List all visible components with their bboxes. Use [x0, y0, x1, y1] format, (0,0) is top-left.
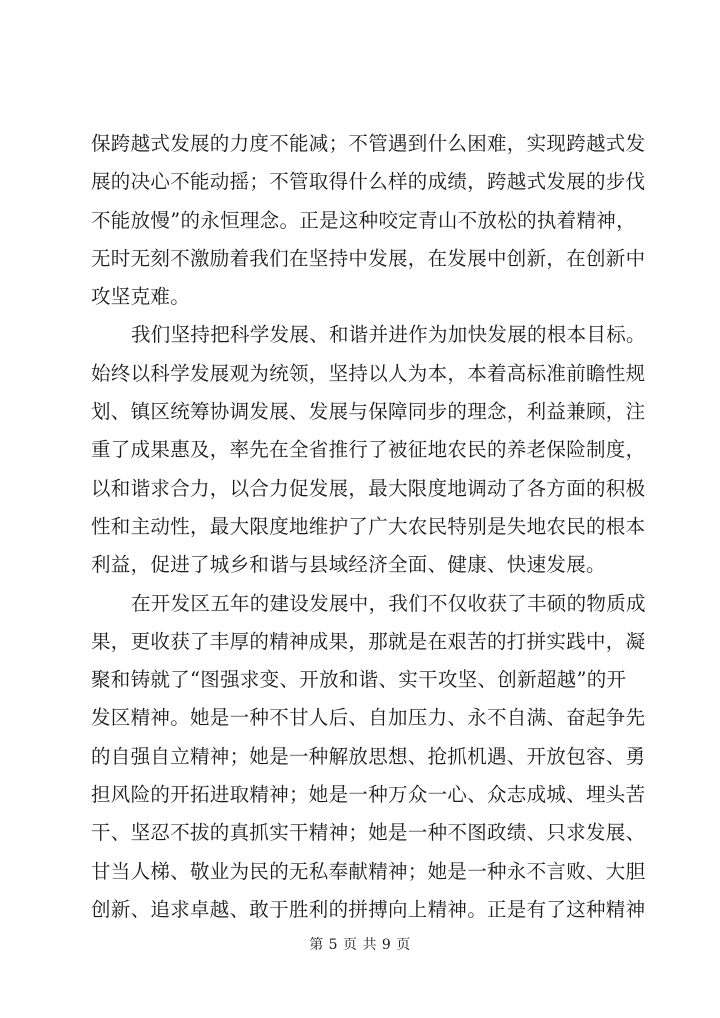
page-footer	[0, 934, 720, 954]
text-line: 无时无刻不激励着我们在坚持中发展，在发展中创新，在创新中	[91, 246, 646, 270]
text-line: 展的决心不能动摇；不管取得什么样的成绩，跨越式发展的步伐	[91, 170, 646, 194]
text-line: 以和谐求合力，以合力促发展，最大限度地调动了各方面的积极	[91, 476, 646, 500]
text-line: 我们坚持把科学发展、和谐并进作为加快发展的根本目标。	[131, 323, 646, 347]
text-line: 保跨越式发展的力度不能减；不管遇到什么困难，实现跨越式发	[91, 132, 646, 155]
text-line: 利益，促进了城乡和谐与县域经济全面、健康、快速发展。	[91, 553, 606, 577]
text-line: 果，更收获了丰厚的精神成果，那就是在艰苦的打拼实践中，凝	[91, 629, 646, 653]
text-line: 性和主动性，最大限度地维护了广大农民特别是失地农民的根本	[91, 514, 646, 538]
document-body	[91, 125, 646, 929]
text-line: 始终以科学发展观为统领，坚持以人为本，本着高标准前瞻性规	[91, 361, 646, 385]
text-line: 不能放慢”的永恒理念。正是这种咬定青山不放松的执着精神，	[91, 208, 636, 232]
text-line: 在开发区五年的建设发展中，我们不仅收获了丰硕的物质成	[131, 591, 646, 615]
page-number-label: 第 5 页 共 9 页	[309, 937, 411, 953]
text-line: 担风险的开拓进取精神；她是一种万众一心、众志成城、埋头苦	[91, 783, 646, 807]
text-line: 攻坚克难。	[91, 285, 191, 309]
text-line: 甘当人梯、敬业为民的无私奉献精神；她是一种永不言败、大胆	[91, 859, 646, 883]
text-line: 创新、追求卓越、敢于胜利的拼搏向上精神。正是有了这种精神	[91, 897, 646, 921]
text-line: 重了成果惠及，率先在全省推行了被征地农民的养老保险制度，	[91, 438, 646, 462]
paragraph-1	[91, 125, 646, 316]
paragraph-2	[91, 316, 646, 584]
text-line: 聚和铸就了“图强求变、开放和谐、实干攻坚、创新超越”的开	[91, 668, 627, 692]
text-line: 划、镇区统筹协调发展、发展与保障同步的理念，利益兼顾，注	[91, 400, 646, 424]
text-line: 的自强自立精神；她是一种解放思想、抢抓机遇、开放包容、勇	[91, 744, 646, 768]
text-line: 发区精神。她是一种不甘人后、自加压力、永不自满、奋起争先	[91, 706, 646, 730]
paragraph-3	[91, 585, 646, 930]
text-line: 干、坚忍不拔的真抓实干精神；她是一种不图政绩、只求发展、	[91, 821, 646, 845]
